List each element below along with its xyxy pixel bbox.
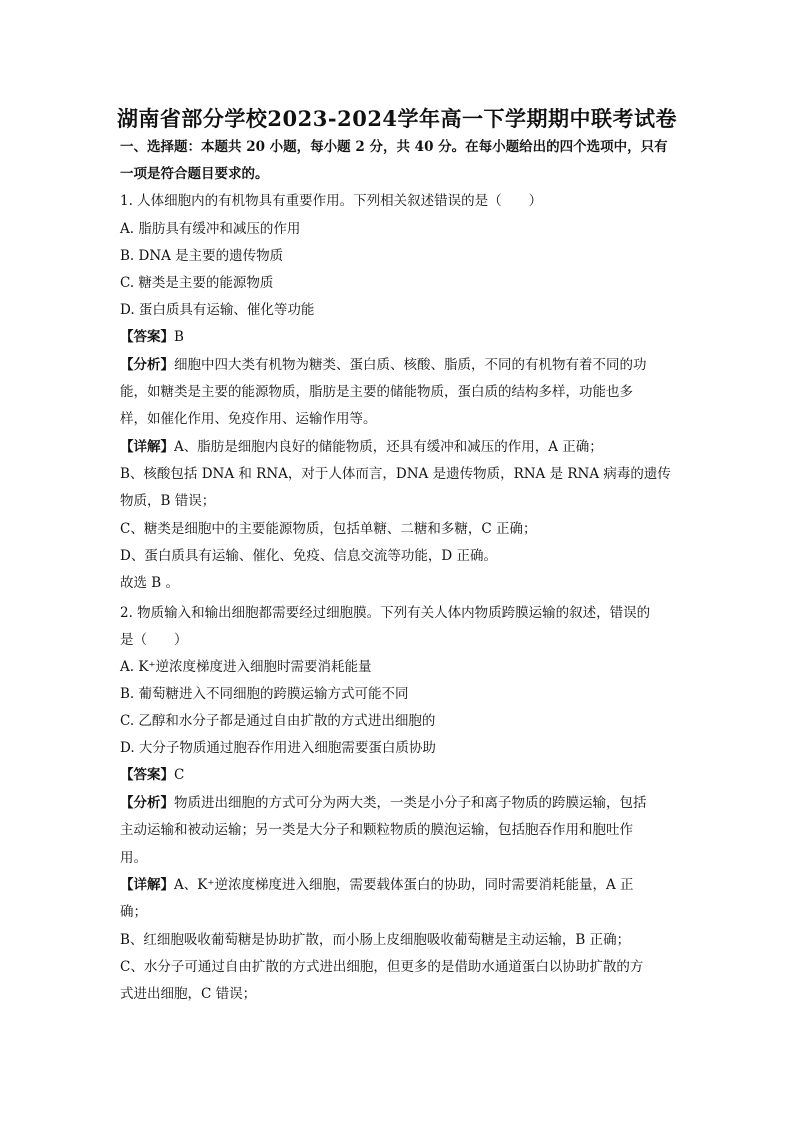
q2-analysis-line-2: 主动运输和被动运输；另一类是大分子和颗粒物质的膜泡运输，包括胞吞作用和胞吐作 [120, 822, 633, 838]
q2-detail-line-5: 式进出细胞，C 错误； [120, 986, 257, 1002]
q1-analysis-line-1 [120, 355, 680, 375]
q2-option-a: A. K⁺逆浓度梯度进入细胞时需要消耗能量 [120, 659, 372, 675]
q1-stem: 1. 人体细胞内的有机物具有重要作用。下列相关叙述错误的是（ ） [120, 193, 543, 209]
q2-option-c: C. 乙醇和水分子都是通过自由扩散的方式进出细胞的 [120, 713, 436, 729]
q2-option-d: D. 大分子物质通过胞吞作用进入细胞需要蛋白质协助 [120, 740, 436, 756]
q1-option-c: C. 糖类是主要的能源物质 [120, 275, 274, 291]
q1-answer [120, 327, 680, 347]
q1-detail-line-1 [120, 437, 680, 457]
analysis-text: 细胞中四大类有机物为糖类、蛋白质、核酸、脂质，不同的有机物有着不同的功 [174, 357, 647, 373]
q1-detail-line-6: 故选 B 。 [120, 575, 180, 591]
q2-detail-line-1 [120, 875, 680, 895]
q2-stem-line-2: 是（ ） [120, 632, 188, 648]
section-heading [120, 134, 680, 188]
detail-text: A、K⁺逆浓度梯度进入细胞，需要载体蛋白的协助，同时需要消耗能量，A 正 [174, 877, 634, 893]
analysis-tag: 【分析】 [120, 795, 174, 811]
answer-tag: 【答案】 [120, 767, 174, 783]
q1-option-d: D. 蛋白质具有运输、催化等功能 [120, 302, 315, 318]
q1-detail-line-5: D、蛋白质具有运输、催化、免疫、信息交流等功能，D 正确。 [120, 548, 497, 564]
q1-option-a: A. 脂肪具有缓冲和减压的作用 [120, 221, 301, 237]
q2-option-b: B. 葡萄糖进入不同细胞的跨膜运输方式可能不同 [120, 686, 409, 702]
detail-tag: 【详解】 [120, 877, 174, 893]
q2-detail-line-2: 确； [120, 904, 147, 920]
q2-detail-line-4: C、水分子可通过自由扩散的方式进出细胞，但更多的是借助水通道蛋白以协助扩散的方 [120, 959, 644, 975]
answer-value: B [174, 329, 184, 345]
answer-value: C [174, 767, 185, 783]
page-title: 湖南省部分学校2023-2024学年高一下学期期中联考试卷 [116, 106, 678, 131]
analysis-text: 物质进出细胞的方式可分为两大类，一类是小分子和离子物质的跨膜运输，包括 [174, 795, 647, 811]
q2-analysis-line-1 [120, 793, 680, 813]
answer-tag: 【答案】 [120, 329, 174, 345]
section-line-1: 一、选择题：本题共 20 小题，每小题 2 分，共 40 分。在每小题给出的四个选项中，只有 [120, 139, 668, 155]
analysis-tag: 【分析】 [120, 357, 174, 373]
q2-answer [120, 765, 680, 785]
detail-text: A、脂肪是细胞内良好的储能物质，还具有缓冲和减压的作用，A 正确； [174, 439, 603, 455]
q1-analysis-line-2: 能，如糖类是主要的能源物质，脂肪是主要的储能物质，蛋白质的结构多样，功能也多 [120, 384, 633, 400]
q1-analysis-line-3: 样，如催化作用、免疫作用、运输作用等。 [120, 411, 377, 427]
q1-detail-line-4: C、糖类是细胞中的主要能源物质，包括单糖、二糖和多糖，C 正确； [120, 521, 537, 537]
q2-analysis-line-3: 用。 [120, 850, 147, 866]
q1-option-b: B. DNA 是主要的遗传物质 [120, 248, 284, 264]
q1-detail-line-3: 物质，B 错误； [120, 493, 216, 509]
detail-tag: 【详解】 [120, 439, 174, 455]
q2-detail-line-3: B、红细胞吸收葡萄糖是协助扩散，而小肠上皮细胞吸收葡萄糖是主动运输，B 正确； [120, 932, 631, 948]
section-line-2: 一项是符合题目要求的。 [120, 166, 269, 182]
q2-stem-line-1: 2. 物质输入和输出细胞都需要经过细胞膜。下列有关人体内物质跨膜运输的叙述，错误的 [120, 605, 651, 621]
q1-detail-line-2: B、核酸包括 DNA 和 RNA，对于人体而言，DNA 是遗传物质，RNA 是 RNA 病毒的遗传 [120, 466, 671, 482]
